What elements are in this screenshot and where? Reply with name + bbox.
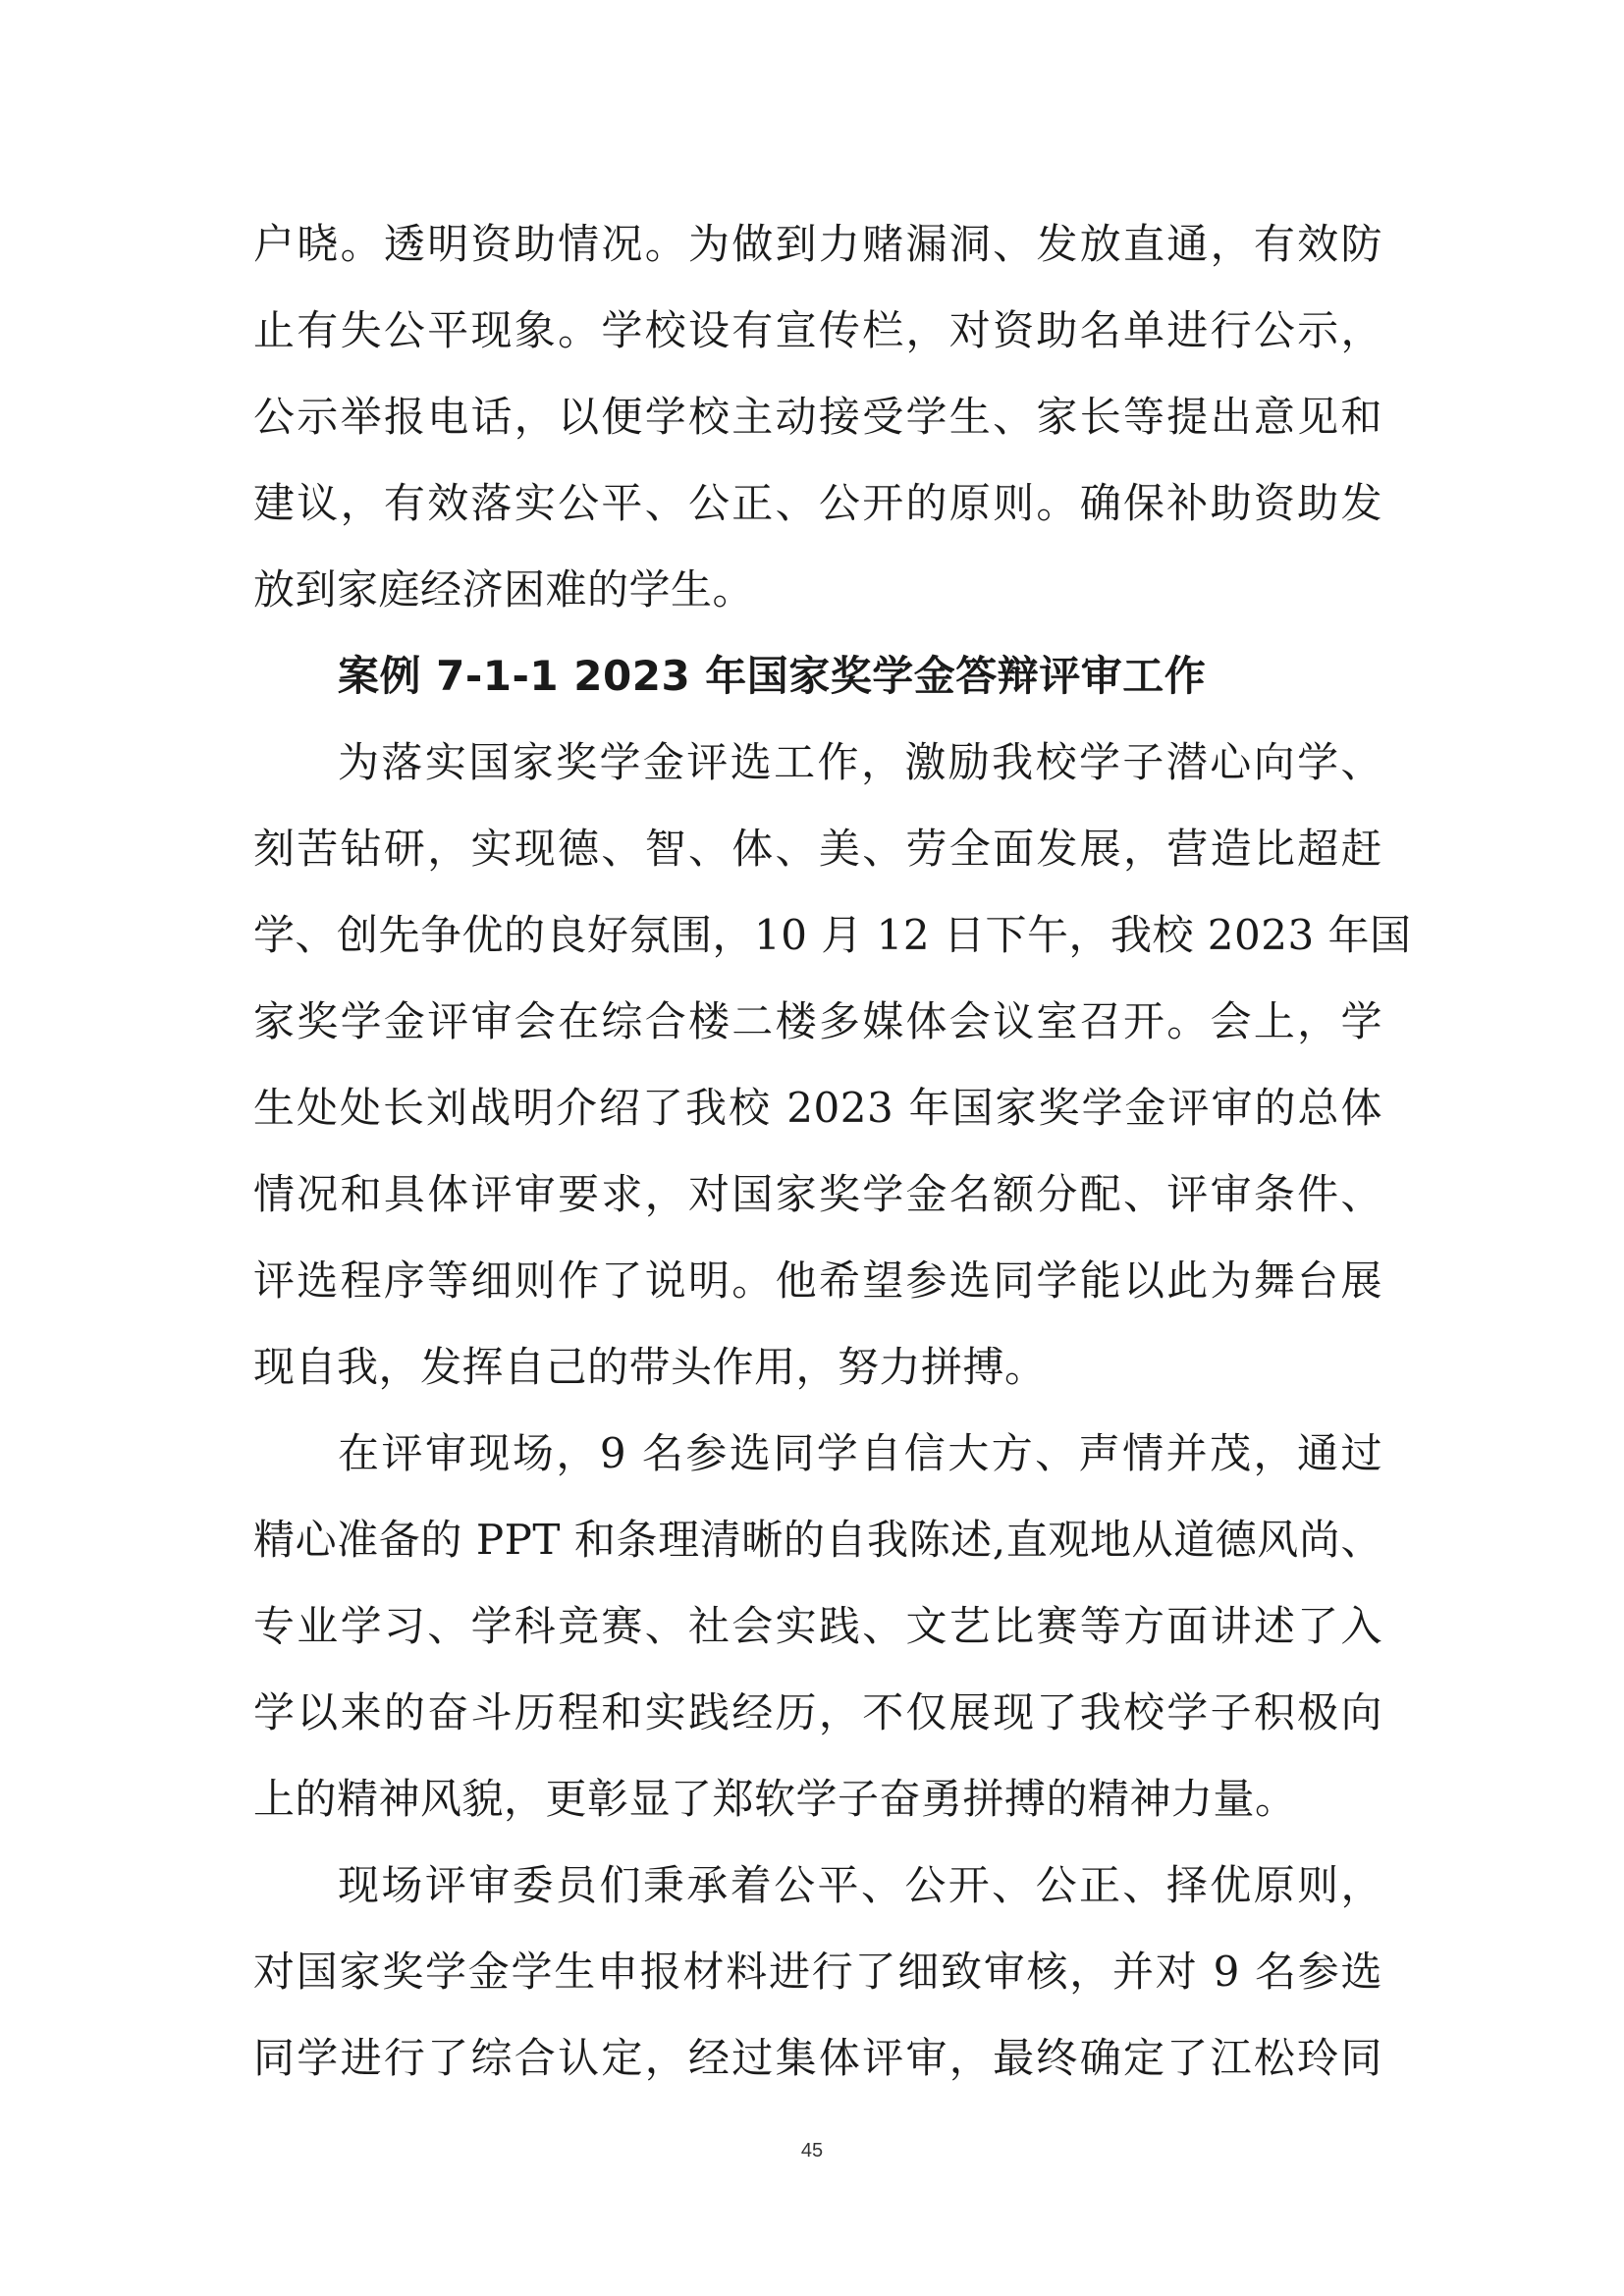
text-line: 精心准备的 PPT 和条理清晰的自我陈述,直观地从道德风尚、 [253, 1516, 1382, 1564]
body-paragraph-2 [253, 1411, 1382, 1842]
text-line: 学、创先争优的良好氛围，10 月 12 日下午，我校 2023 年国 [253, 911, 1412, 959]
text-line: 放到家庭经济困难的学生。 [253, 565, 755, 614]
text-line: 同学进行了综合认定，经过集体评审，最终确定了江松玲同 [253, 2034, 1382, 2082]
text-line: 情况和具体评审要求，对国家奖学金名额分配、评审条件、 [253, 1170, 1382, 1218]
body-paragraph-3 [253, 1842, 1382, 2102]
text-line: 上的精神风貌，更彰显了郑软学子奋勇拼搏的精神力量。 [253, 1775, 1297, 1823]
body-paragraph-1 [253, 720, 1412, 1411]
text-line: 评选程序等细则作了说明。他希望参选同学能以此为舞台展 [253, 1256, 1382, 1305]
text-line: 户晓。透明资助情况。为做到力赌漏洞、发放直通，有效防 [253, 220, 1382, 268]
text-line: 对国家奖学金学生申报材料进行了细致审核，并对 9 名参选 [253, 1948, 1382, 1996]
text-line: 公示举报电话，以便学校主动接受学生、家长等提出意见和 [253, 393, 1382, 441]
case-heading: 案例 7-1-1 2023 年国家奖学金答辩评审工作 [338, 652, 1207, 700]
text-line: 止有失公平现象。学校设有宣传栏，对资助名单进行公示， [253, 306, 1382, 354]
text-line: 专业学习、学科竞赛、社会实践、文艺比赛等方面讲述了入 [253, 1602, 1382, 1650]
text-line: 为落实国家奖学金评选工作，激励我校学子潜心向学、 [338, 738, 1382, 786]
page-number: 45 [800, 2140, 824, 2162]
text-line: 建议，有效落实公平、公正、公开的原则。确保补助资助发 [253, 479, 1382, 527]
document-body [253, 201, 1412, 2102]
text-line: 学以来的奋斗历程和实践经历，不仅展现了我校学子积极向 [253, 1688, 1382, 1736]
text-line: 现自我，发挥自己的带头作用，努力拼搏。 [253, 1343, 1047, 1391]
continuation-paragraph [253, 201, 1382, 633]
text-line: 在评审现场，9 名参选同学自信大方、声情并茂，通过 [338, 1429, 1382, 1477]
text-line: 刻苦钻研，实现德、智、体、美、劳全面发展，营造比超赶 [253, 825, 1382, 873]
text-line: 生处处长刘战明介绍了我校 2023 年国家奖学金评审的总体 [253, 1084, 1382, 1132]
text-line: 家奖学金评审会在综合楼二楼多媒体会议室召开。会上，学 [253, 997, 1382, 1045]
text-line: 现场评审委员们秉承着公平、公开、公正、择优原则， [338, 1861, 1382, 1909]
